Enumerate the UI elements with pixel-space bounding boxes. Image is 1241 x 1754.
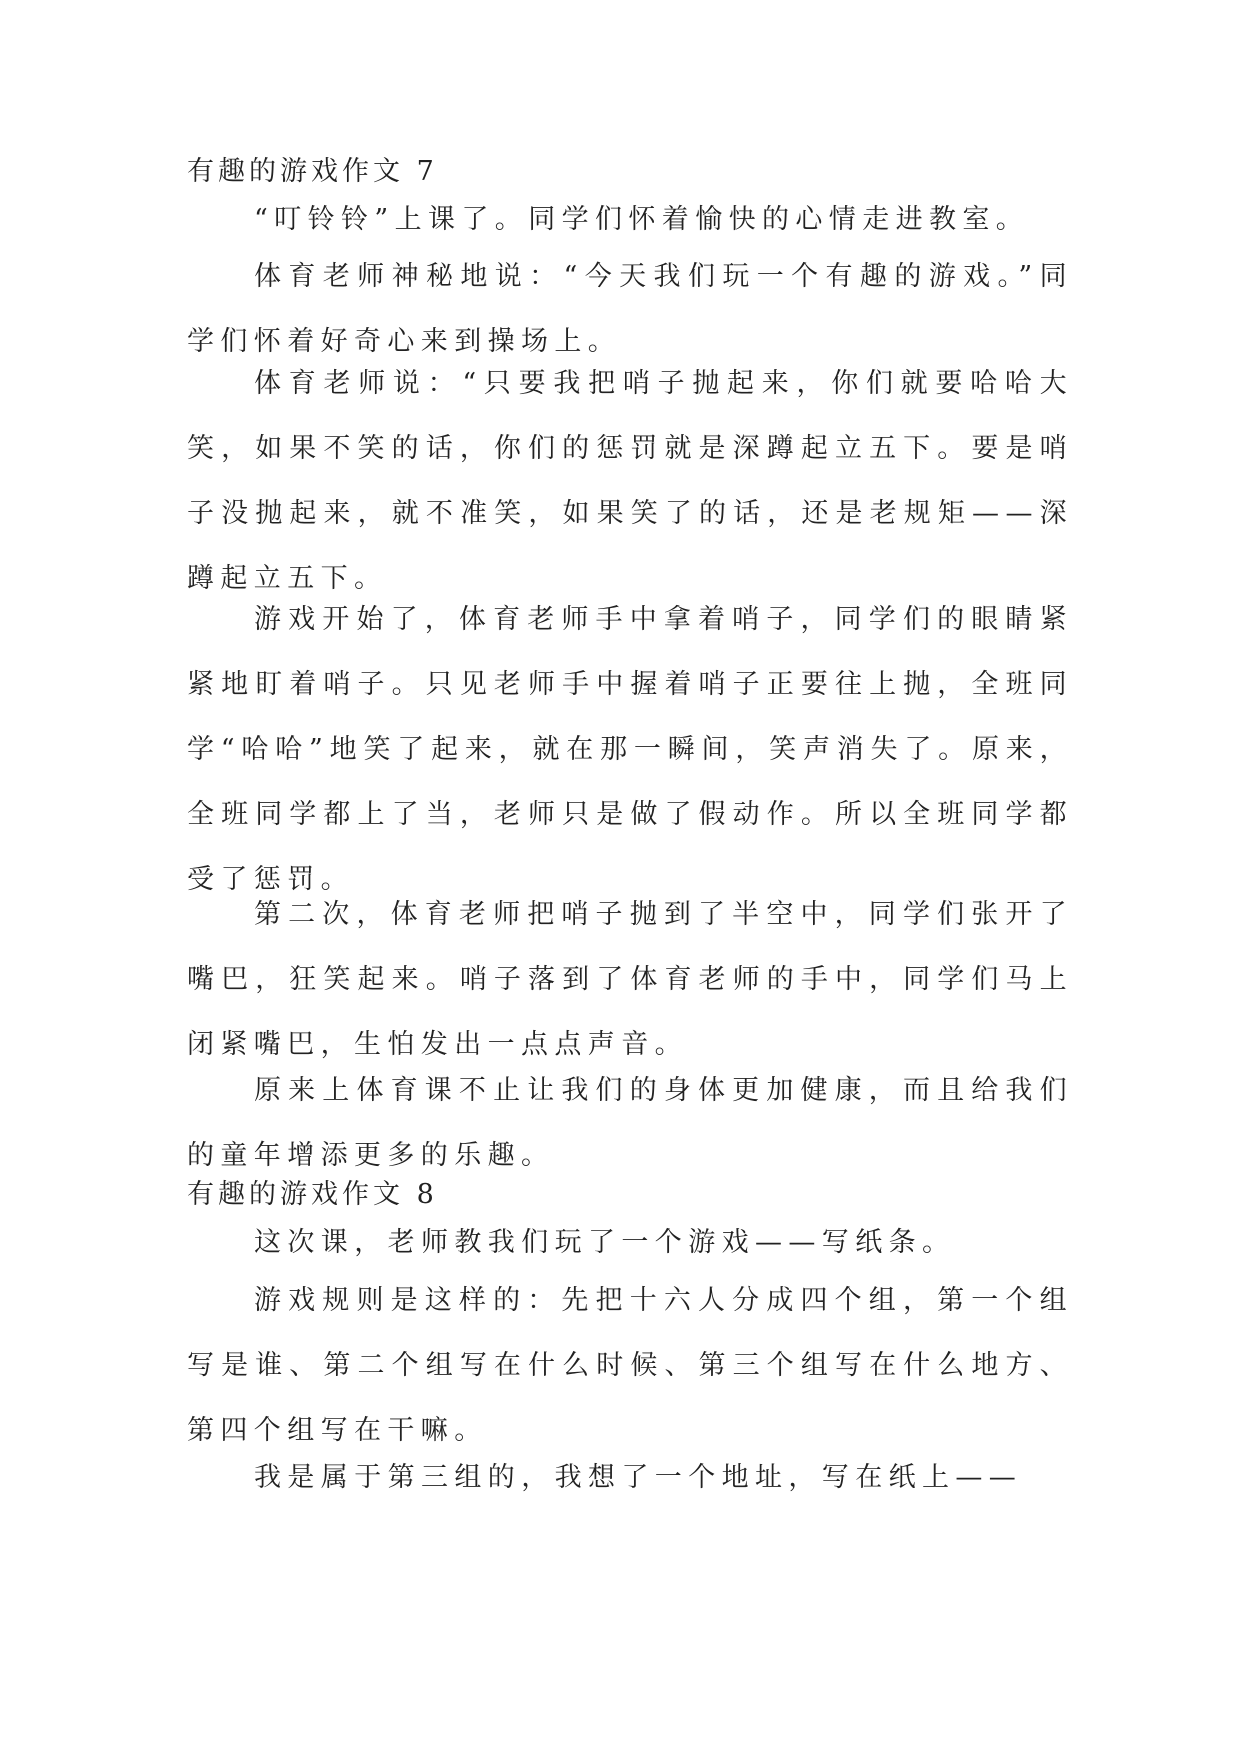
essay-7-paragraph-3: 体育老师说：“只要我把哨子抛起来，你们就要哈哈大笑，如果不笑的话，你们的惩罚就是深蹲起立五下。要是哨子没抛起来，就不准笑，如果笑了的话，还是老规矩——深蹲起立五下。 [187, 368, 1073, 594]
essay-7-paragraph-2: 体育老师神秘地说：“今天我们玩一个有趣的游戏。”同学们怀着好奇心来到操场上。 [187, 261, 1073, 357]
essay-7-paragraph-1: “叮铃铃”上课了。同学们怀着愉快的心情走进教室。 [254, 204, 1030, 235]
essay-7-paragraph-4: 游戏开始了，体育老师手中拿着哨子，同学们的眼睛紧紧地盯着哨子。只见老师手中握着哨子正要往上抛，全班同学“哈哈”地笑了起来，就在那一瞬间，笑声消失了。原来，全班同学都上了当，老师只是做了假动作。所以全班同学都受了惩罚。 [187, 604, 1073, 895]
essay-7-title: 有趣的游戏作文 7 [187, 156, 438, 187]
essay-7-paragraph-5: 第二次，体育老师把哨子抛到了半空中，同学们张开了嘴巴，狂笑起来。哨子落到了体育老师的手中，同学们马上闭紧嘴巴，生怕发出一点点声音。 [187, 899, 1073, 1060]
essay-8-paragraph-3: 我是属于第三组的，我想了一个地址，写在纸上—— [254, 1462, 1023, 1493]
essay-8-paragraph-1: 这次课，老师教我们玩了一个游戏——写纸条。 [254, 1227, 956, 1258]
essay-8-paragraph-2: 游戏规则是这样的：先把十六人分成四个组，第一个组写是谁、第二个组写在什么时候、第三个组写在什么地方、第四个组写在干嘛。 [187, 1285, 1073, 1446]
essay-7-paragraph-6: 原来上体育课不止让我们的身体更加健康，而且给我们的童年增添更多的乐趣。 [187, 1075, 1073, 1171]
essay-8-title: 有趣的游戏作文 8 [187, 1179, 438, 1210]
